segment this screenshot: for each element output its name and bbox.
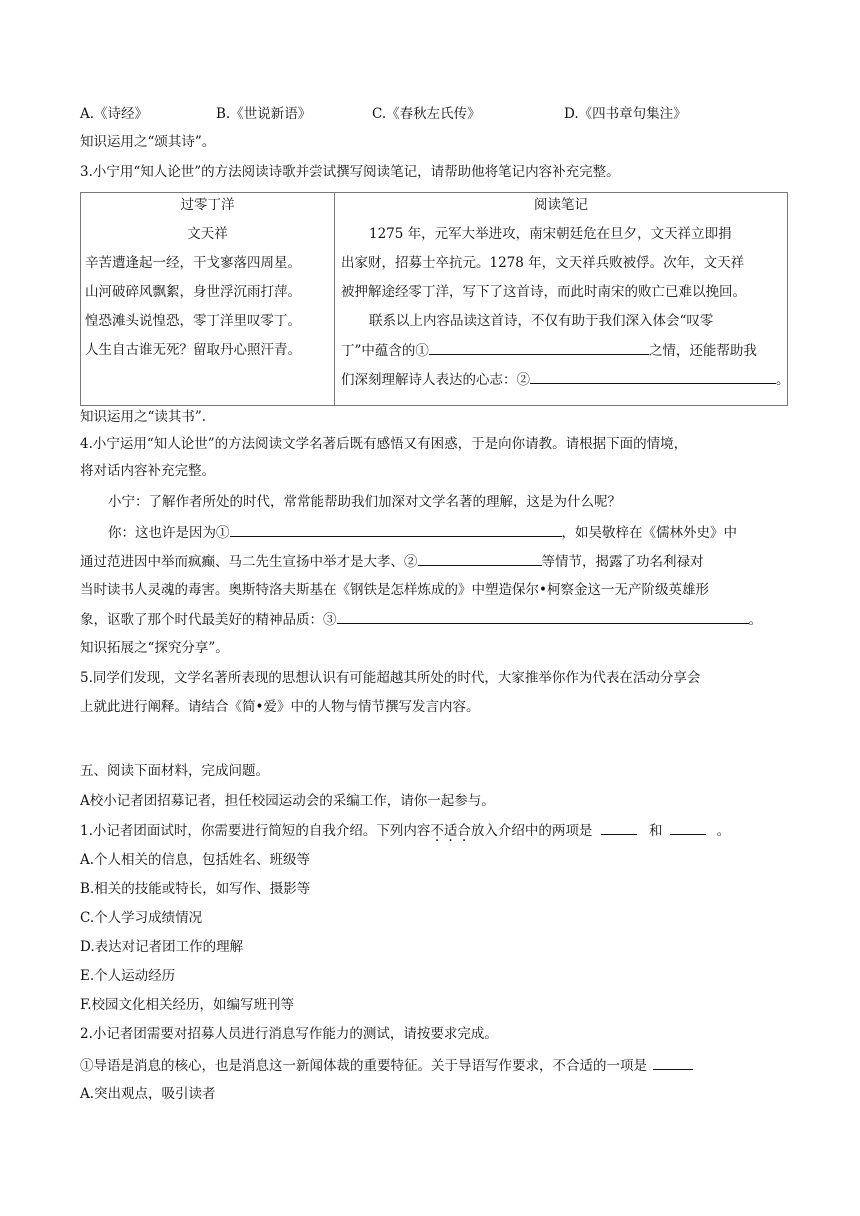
notes-text: 出家财，招募士卒抗元。1278 年，文天祥兵败被俘。次年，文天祥	[341, 255, 745, 271]
dialog-text: ，如吴敬梓在《儒林外史》中	[561, 525, 737, 541]
choice-option: B.相关的技能或特长，如写作、摄影等	[80, 881, 311, 897]
answer-blank-8[interactable]	[653, 1055, 693, 1070]
option-c: C.《春秋左氏传》	[372, 106, 481, 122]
section-heading: 知识拓展之“探究分享”。	[80, 640, 229, 656]
notes-text: 。	[776, 372, 790, 388]
notes-text: 丁”中蕴含的①	[341, 343, 429, 359]
dialog-you-line	[108, 522, 737, 543]
option-d: D.《四书章句集注》	[564, 106, 687, 122]
section-5-question-2-sub	[80, 1055, 693, 1076]
notes-line-blank-2	[341, 369, 790, 390]
section-5-title: 五、阅读下面材料，完成问题。	[80, 763, 269, 779]
question-4: 4.小宁运用“知人论世”的方法阅读文学名著后既有感悟又有困惑，于是向你请教。请根据下面的情境，	[80, 436, 688, 452]
poem-line: 惶恐滩头说惶恐，零丁洋里叹零丁。	[85, 313, 301, 329]
poem-notes-table	[80, 192, 788, 406]
emphasis-char: 适	[443, 823, 458, 839]
question-text: 1.小记者团面试时，你需要进行简短的自我介绍。下列内容	[80, 823, 431, 839]
notes-header: 阅读笔记	[534, 197, 588, 213]
question-3: 3.小宁用“知人论世”的方法阅读诗歌并尝试撰写阅读笔记，请帮助他将笔记内容补充完整。	[80, 164, 620, 180]
choice-option: F.校园文化相关经历，如编写班刊等	[80, 997, 295, 1013]
question-5: 上就此进行阐释。请结合《简•爱》中的人物与情节撰写发言内容。	[80, 699, 480, 715]
dialog-text: 象，讴歌了那个时代最美好的精神品质：③	[80, 612, 337, 628]
answer-blank-1[interactable]	[429, 340, 649, 355]
notes-text: 联系以上内容品读这首诗，不仅有助于我们深入体会“叹零	[369, 313, 714, 329]
dialog-you-line	[80, 551, 704, 572]
choice-option: D.表达对记者团工作的理解	[80, 939, 244, 955]
emphasis-char: 不	[430, 823, 444, 839]
section-heading: 知识运用之“颂其诗”。	[80, 134, 216, 150]
choice-option: A.个人相关的信息，包括姓名、班级等	[80, 852, 311, 868]
choice-option: C.个人学习成绩情况	[80, 910, 203, 926]
notes-text: 被押解途经零丁洋，写下了这首诗，而此时南宋的败亡已难以挽回。	[341, 284, 746, 300]
section-5-question-2: 2.小记者团需要对招募人员进行消息写作能力的测试，请按要求完成。	[80, 1026, 498, 1042]
option-b: B.《世说新语》	[216, 106, 312, 122]
emphasis-char: 合	[457, 823, 471, 839]
question-4: 将对话内容补充完整。	[80, 463, 215, 479]
dialog-text: 。	[748, 612, 762, 628]
section-heading: 知识运用之“读其书”.	[80, 409, 207, 425]
answer-blank-2[interactable]	[530, 369, 776, 384]
question-5: 5.同学们发现，文学名著所表现的思想认识有可能超越其所处的时代，大家推举你作为代表在活动分享会	[80, 670, 701, 686]
choice-option: E.个人运动经历	[80, 968, 176, 984]
poem-line: 山河破碎风飘絮，身世浮沉雨打萍。	[85, 284, 301, 300]
question-text: 。	[716, 823, 731, 839]
answer-blank-6[interactable]	[601, 820, 637, 835]
answer-blank-5[interactable]	[337, 609, 749, 624]
notes-text: 之情，还能帮助我	[648, 343, 757, 359]
question-text: 和	[648, 823, 663, 839]
notes-text: 们深刻理解诗人表达的心志：②	[341, 372, 530, 388]
option-a: A.《诗经》	[80, 106, 149, 122]
poem-cell	[81, 193, 335, 406]
answer-blank-4[interactable]	[418, 551, 542, 566]
section-5-intro: A校小记者团招募记者，担任校园运动会的采编工作，请你一起参与。	[80, 793, 495, 809]
question-text: ①导语是消息的核心，也是消息这一新闻体裁的重要特征。关于导语写作要求，不合适的一项是	[80, 1058, 647, 1074]
dialog-text: 等情节，揭露了功名利禄对	[541, 554, 704, 570]
notes-line-blank-1	[341, 340, 757, 361]
notes-text: 1275 年，元军大举进攻，南宋朝廷危在旦夕，文天祥立即捐	[369, 226, 732, 242]
section-5-question-1	[80, 820, 730, 841]
dialog-text: 你：这也许是因为①	[108, 525, 230, 541]
poem-line: 人生自古谁无死？留取丹心照汗青。	[85, 342, 301, 358]
poem-author: 文天祥	[187, 226, 228, 242]
dialog-text: 通过范进因中举而疯癫、马二先生宣扬中举才是大孝、②	[80, 554, 418, 570]
poem-line: 辛苦遭逢起一经，干戈寥落四周星。	[85, 255, 301, 271]
dialog-you-line	[80, 609, 762, 630]
question-text: 放入介绍中的两项是	[470, 823, 593, 839]
choice-option: A.突出观点，吸引读者	[80, 1086, 216, 1102]
dialog-text: 当时读书人灵魂的毒害。奥斯特洛夫斯基在《钢铁是怎样炼成的》中塑造保尔•柯察金这一无产阶级英雄形	[80, 582, 709, 598]
poem-title: 过零丁洋	[180, 197, 235, 213]
dialog-xiaoning: 小宁：了解作者所处的时代，常常能帮助我们加深对文学名著的理解，这是为什么呢？	[108, 494, 621, 510]
answer-blank-3[interactable]	[230, 522, 562, 537]
answer-blank-7[interactable]	[670, 820, 706, 835]
notes-cell	[335, 193, 788, 406]
